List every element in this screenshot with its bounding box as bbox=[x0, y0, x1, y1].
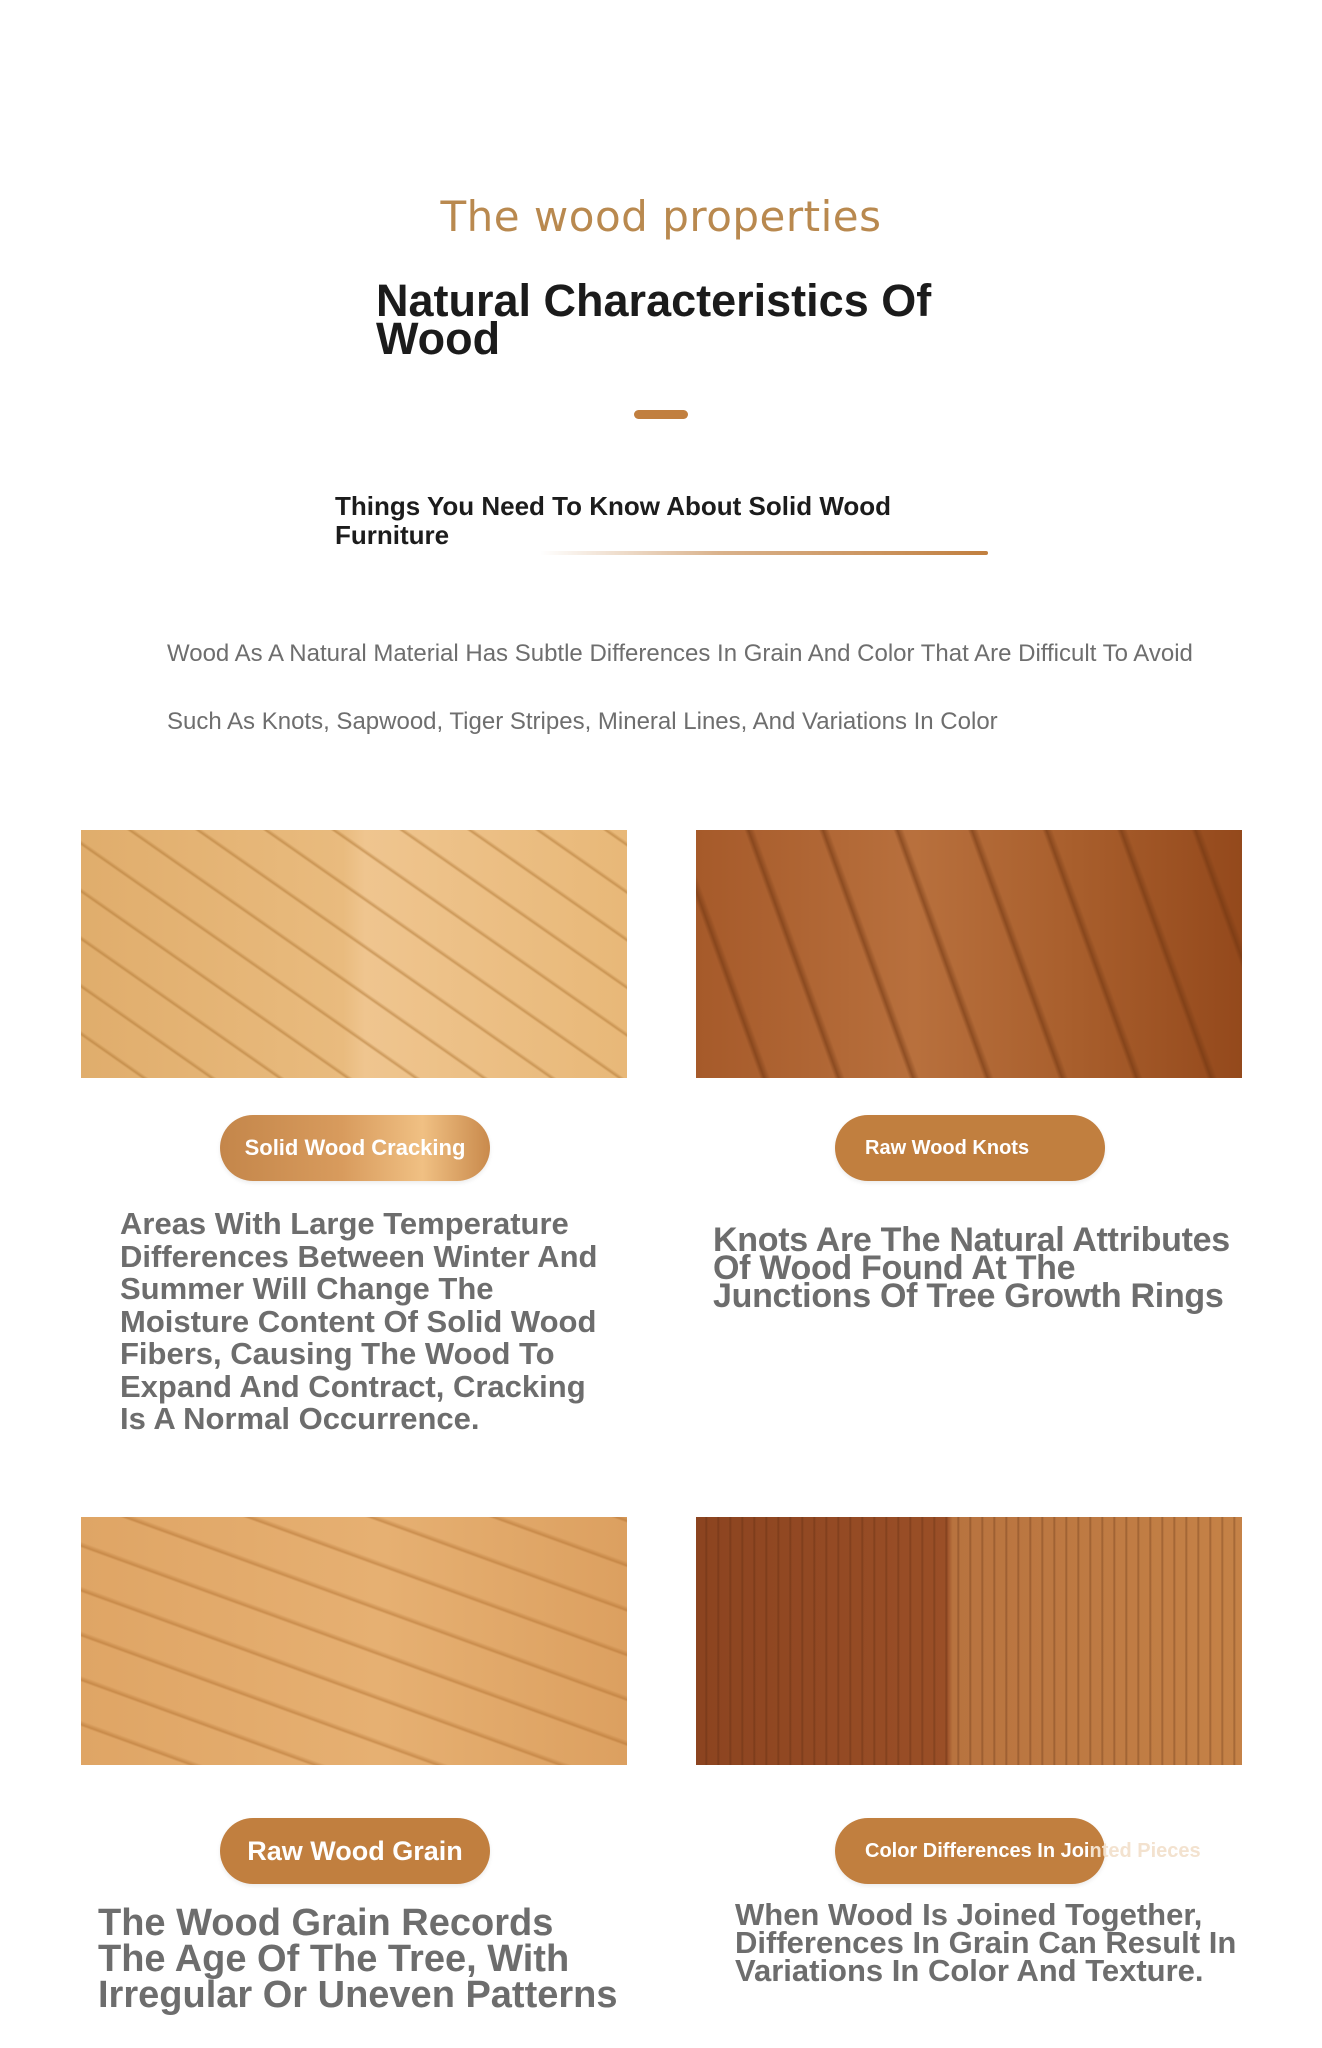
section-subtitle: Things You Need To Know About Solid Wood Furniture bbox=[335, 491, 892, 550]
wood-cracking-image bbox=[81, 830, 627, 1078]
feature-label-color-difference-visible: Color Differences In Joi bbox=[865, 1839, 1090, 1862]
intro-text: Wood As A Natural Material Has Subtle Differences In Grain And Color That Are Difficult To Avoid Such As Knots, Sapwood, Tiger Stripes, Mineral Lines, And Variations In Color bbox=[167, 640, 1193, 735]
title-divider bbox=[634, 410, 688, 419]
feature-label-grain: Raw Wood Grain bbox=[220, 1818, 490, 1884]
feature-label-color-difference bbox=[835, 1818, 1105, 1884]
feature-description-knots: Knots Are The Natural Attributes Of Wood Found At The Junctions Of Tree Growth Rings bbox=[713, 1221, 1230, 1315]
wood-knots-image bbox=[696, 830, 1242, 1078]
feature-label-color-difference-overflow: nted Pieces bbox=[1089, 1839, 1201, 1862]
feature-description-grain: The Wood Grain Records The Age Of The Tree, With Irregular Or Uneven Patterns bbox=[98, 1902, 618, 2016]
feature-description-cracking: Areas With Large Temperature Differences Between Winter And Summer Will Change The Moisture Content Of Solid Wood Fibers, Causing The Wood To Expand And Contract, Cracking Is A Normal Occurrence. bbox=[120, 1206, 598, 1436]
wood-grain-image bbox=[81, 1517, 627, 1765]
subtitle-divider bbox=[540, 551, 988, 555]
page-title: Natural Characteristics Of Wood bbox=[376, 275, 932, 364]
feature-label-cracking: Solid Wood Cracking bbox=[220, 1115, 490, 1181]
wood-color-difference-image bbox=[696, 1517, 1242, 1765]
feature-label-knots: Raw Wood Knots bbox=[835, 1115, 1105, 1181]
section-eyebrow: The wood properties bbox=[440, 192, 882, 241]
feature-description-color-difference: When Wood Is Joined Together, Differences In Grain Can Result In Variations In Color And Texture. bbox=[735, 1897, 1237, 1988]
